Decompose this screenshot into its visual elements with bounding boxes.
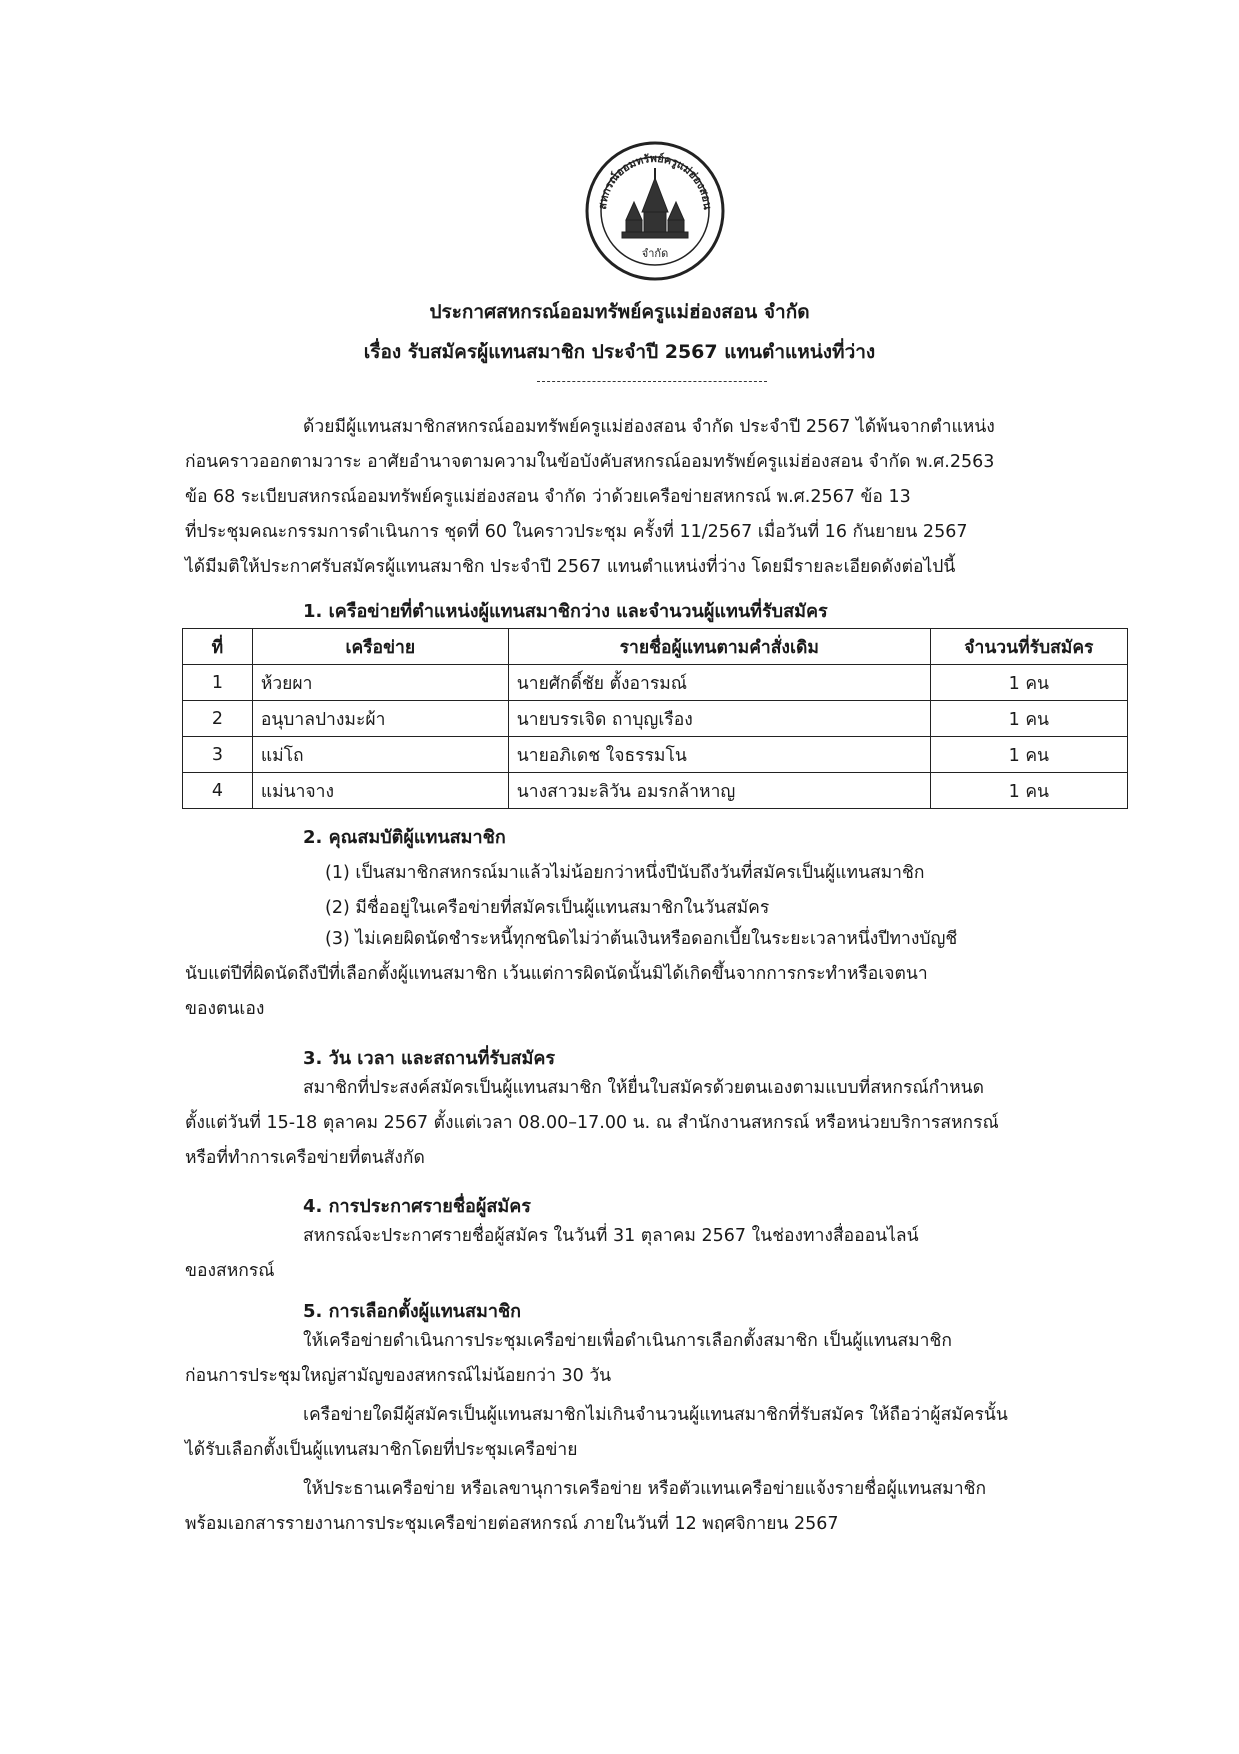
qualification-item-1: (1) เป็นสมาชิกสหกรณ์มาแล้วไม่น้อยกว่าหนึ่งปีนับถึงวันที่สมัครเป็นผู้แทนสมาชิก bbox=[325, 863, 925, 883]
table-row bbox=[183, 737, 1128, 773]
column-header-count: จำนวนที่รับสมัคร bbox=[930, 629, 1127, 665]
announcement-subject: เรื่อง รับสมัครผู้แทนสมาชิก ประจำปี 2567 แทนตำแหน่งที่ว่าง bbox=[363, 341, 876, 363]
section5-paragraph-1 bbox=[185, 1324, 1125, 1394]
section5-paragraph-3 bbox=[185, 1472, 1125, 1542]
section5-paragraph-2 bbox=[185, 1398, 1125, 1468]
column-header-no: ที่ bbox=[183, 629, 253, 665]
column-header-network: เครือข่าย bbox=[252, 629, 508, 665]
section2-heading: 2. คุณสมบัติผู้แทนสมาชิก bbox=[303, 827, 506, 848]
section5-line: พร้อมเอกสารรายงานการประชุมเครือข่ายต่อสหกรณ์ ภายในวันที่ 12 พฤศจิกายน 2567 bbox=[185, 1514, 839, 1534]
section3-line: หรือที่ทำการเครือข่ายที่ตนสังกัด bbox=[185, 1148, 425, 1168]
cell-no: 1 bbox=[183, 665, 253, 701]
section5-line: ก่อนการประชุมใหญ่สามัญของสหกรณ์ไม่น้อยกว่า 30 วัน bbox=[185, 1366, 612, 1386]
cell-count: 1 คน bbox=[930, 701, 1127, 737]
section3-line: สมาชิกที่ประสงค์สมัครเป็นผู้แทนสมาชิก ให้ยื่นใบสมัครด้วยตนเองตามแบบที่สหกรณ์กำหนด bbox=[303, 1078, 984, 1098]
cell-network: แม่นาจาง bbox=[252, 773, 508, 809]
cell-no: 3 bbox=[183, 737, 253, 773]
svg-text:สหกรณ์ออมทรัพย์ครูแม่ฮ่องสอน: สหกรณ์ออมทรัพย์ครูแม่ฮ่องสอน bbox=[595, 151, 715, 211]
qualification-item-2: (2) มีชื่ออยู่ในเครือข่ายที่สมัครเป็นผู้แทนสมาชิกในวันสมัคร bbox=[325, 898, 770, 918]
cell-name: นางสาวมะลิวัน อมรกล้าหาญ bbox=[508, 773, 930, 809]
table-header-row bbox=[183, 629, 1128, 665]
intro-paragraph bbox=[185, 410, 1125, 585]
cell-name: นายอภิเดช ใจธรรมโน bbox=[508, 737, 930, 773]
section5-line: ให้ประธานเครือข่าย หรือเลขานุการเครือข่าย หรือตัวแทนเครือข่ายแจ้งรายชื่อผู้แทนสมาชิก bbox=[303, 1479, 987, 1499]
cell-no: 2 bbox=[183, 701, 253, 737]
cell-count: 1 คน bbox=[930, 737, 1127, 773]
qualification-line: นับแต่ปีที่ผิดนัดถึงปีที่เลือกตั้งผู้แทนสมาชิก เว้นแต่การผิดนัดนั้นมิได้เกิดขึ้นจากการกระทำหรือเจตนา bbox=[185, 964, 928, 984]
section3-paragraph bbox=[185, 1071, 1125, 1176]
section4-paragraph bbox=[185, 1219, 1125, 1289]
qualification-line: (3) ไม่เคยผิดนัดชำระหนี้ทุกชนิดไม่ว่าต้นเงินหรือดอกเบี้ยในระยะเวลาหนึ่งปีทางบัญชี bbox=[325, 929, 958, 949]
section3-heading: 3. วัน เวลา และสถานที่รับสมัคร bbox=[303, 1048, 556, 1069]
intro-line: ก่อนคราวออกตามวาระ อาศัยอำนาจตามความในข้อบังคับสหกรณ์ออมทรัพย์ครูแม่ฮ่องสอน จำกัด พ.ศ.2563 bbox=[185, 452, 995, 472]
cell-no: 4 bbox=[183, 773, 253, 809]
cooperative-seal-logo bbox=[584, 140, 726, 282]
section5-line: ให้เครือข่ายดำเนินการประชุมเครือข่ายเพื่อดำเนินการเลือกตั้งสมาชิก เป็นผู้แทนสมาชิก bbox=[303, 1331, 952, 1351]
table-row bbox=[183, 701, 1128, 737]
cell-count: 1 คน bbox=[930, 773, 1127, 809]
section4-line: สหกรณ์จะประกาศรายชื่อผู้สมัคร ในวันที่ 31 ตุลาคม 2567 ในช่องทางสื่อออนไลน์ bbox=[303, 1226, 919, 1246]
cell-name: นายศักดิ์ชัย ตั้งอารมณ์ bbox=[508, 665, 930, 701]
qualification-item-3 bbox=[185, 922, 1125, 1027]
column-header-name: รายชื่อผู้แทนตามคำสั่งเดิม bbox=[508, 629, 930, 665]
cell-name: นายบรรเจิด ถาบุญเรือง bbox=[508, 701, 930, 737]
svg-text:จำกัด: จำกัด bbox=[641, 247, 669, 260]
table-row bbox=[183, 665, 1128, 701]
section5-line: เครือข่ายใดมีผู้สมัครเป็นผู้แทนสมาชิกไม่เกินจำนวนผู้แทนสมาชิกที่รับสมัคร ให้ถือว่าผู้สมัครนั้น bbox=[303, 1405, 1008, 1425]
intro-line: ด้วยมีผู้แทนสมาชิกสหกรณ์ออมทรัพย์ครูแม่ฮ่องสอน จำกัด ประจำปี 2567 ได้พ้นจากตำแหน่ง bbox=[303, 417, 995, 437]
title-separator bbox=[537, 381, 767, 382]
section3-line: ตั้งแต่วันที่ 15-18 ตุลาคม 2567 ตั้งแต่เวลา 08.00–17.00 น. ณ สำนักงานสหกรณ์ หรือหน่วยบริการสหกรณ์ bbox=[185, 1113, 999, 1133]
cell-network: ห้วยผา bbox=[252, 665, 508, 701]
vacancy-table bbox=[182, 628, 1128, 809]
table-row bbox=[183, 773, 1128, 809]
intro-line: ที่ประชุมคณะกรรมการดำเนินการ ชุดที่ 60 ในคราวประชุม ครั้งที่ 11/2567 เมื่อวันที่ 16 กันยายน 2567 bbox=[185, 522, 968, 542]
qualification-line: ของตนเอง bbox=[185, 999, 265, 1019]
cell-count: 1 คน bbox=[930, 665, 1127, 701]
cell-network: อนุบาลปางมะผ้า bbox=[252, 701, 508, 737]
section4-heading: 4. การประกาศรายชื่อผู้สมัคร bbox=[303, 1196, 531, 1217]
section4-line: ของสหกรณ์ bbox=[185, 1261, 275, 1281]
cell-network: แม่โถ bbox=[252, 737, 508, 773]
section5-line: ได้รับเลือกตั้งเป็นผู้แทนสมาชิกโดยที่ประชุมเครือข่าย bbox=[185, 1440, 578, 1460]
intro-line: ข้อ 68 ระเบียบสหกรณ์ออมทรัพย์ครูแม่ฮ่องสอน จำกัด ว่าด้วยเครือข่ายสหกรณ์ พ.ศ.2567 ข้อ 13 bbox=[185, 487, 911, 507]
intro-line: ได้มีมติให้ประกาศรับสมัครผู้แทนสมาชิก ประจำปี 2567 แทนตำแหน่งที่ว่าง โดยมีรายละเอียดดังต่อไปนี้ bbox=[185, 557, 956, 577]
section5-heading: 5. การเลือกตั้งผู้แทนสมาชิก bbox=[303, 1301, 522, 1322]
section1-heading: 1. เครือข่ายที่ตำแหน่งผู้แทนสมาชิกว่าง และจำนวนผู้แทนที่รับสมัคร bbox=[303, 601, 828, 622]
announcement-title: ประกาศสหกรณ์ออมทรัพย์ครูแม่ฮ่องสอน จำกัด bbox=[429, 301, 810, 323]
